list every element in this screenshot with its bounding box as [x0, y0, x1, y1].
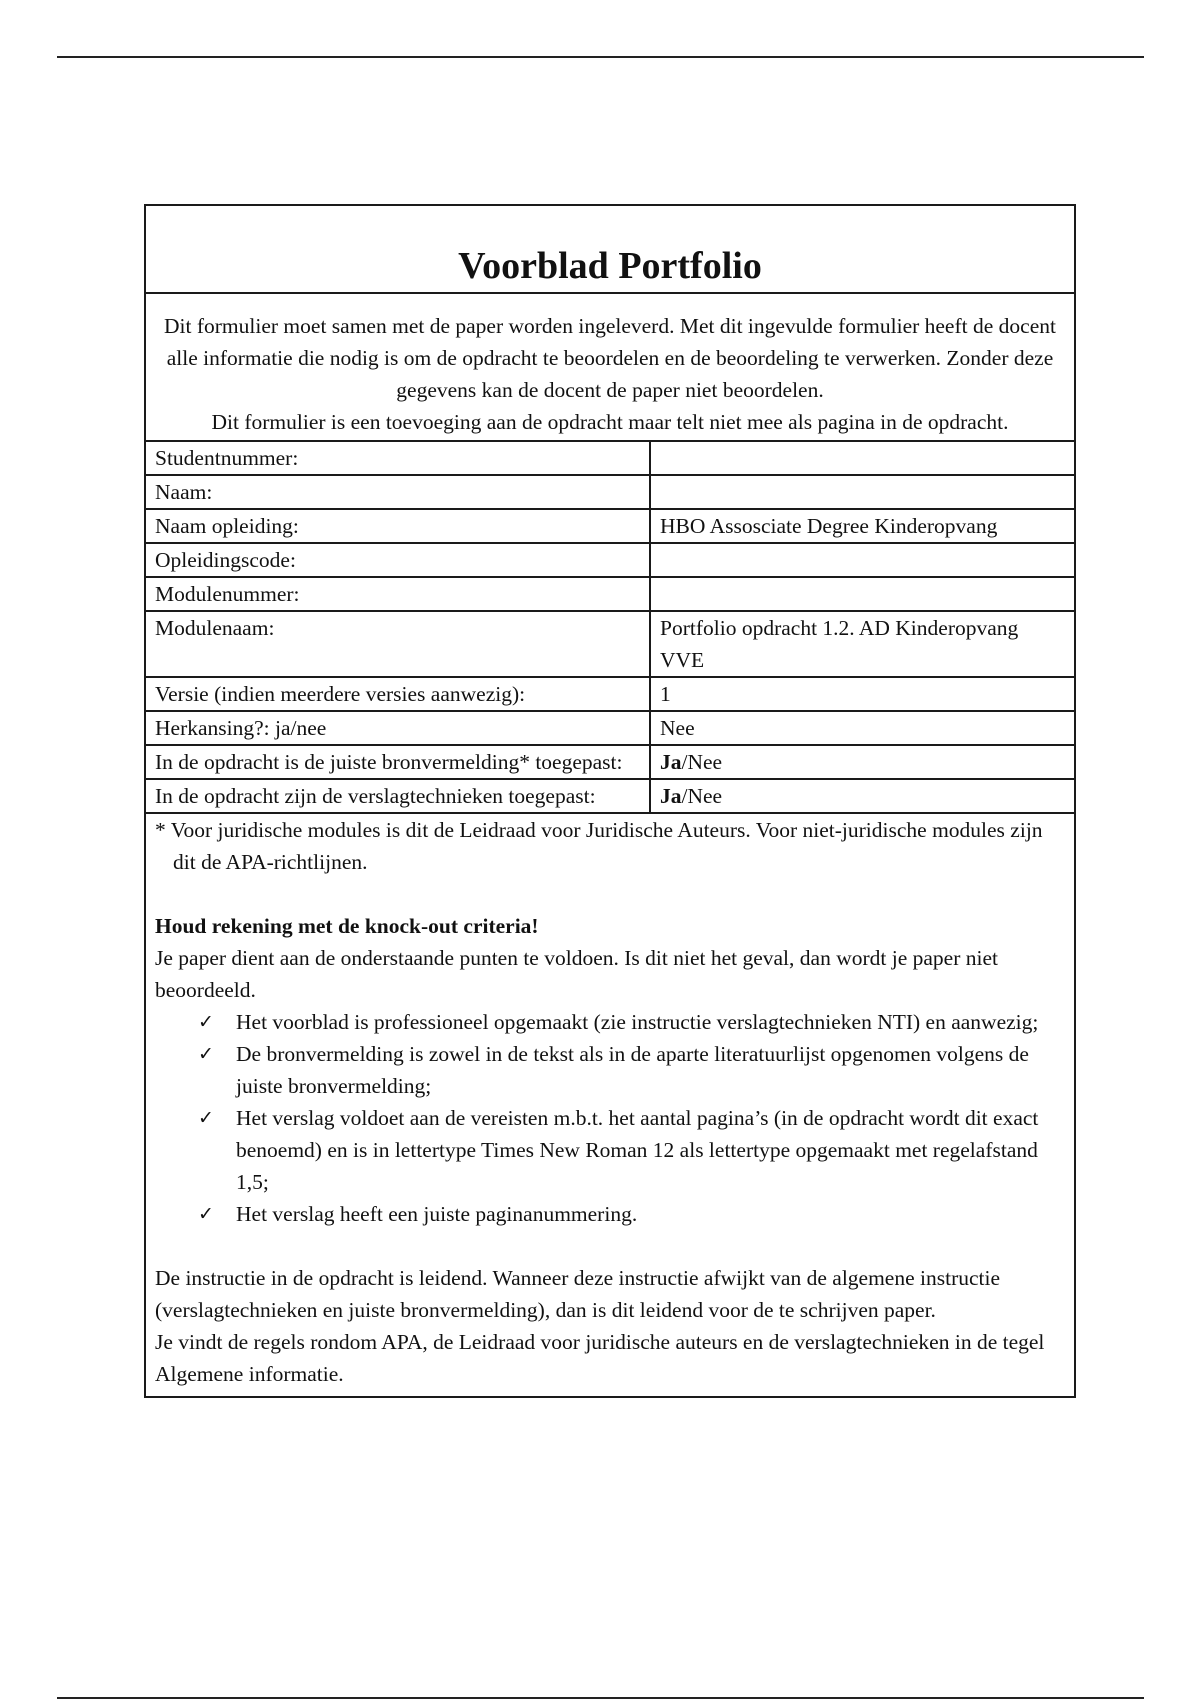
checkmark-icon: ✓ — [198, 1203, 214, 1225]
intro-paragraph: Dit formulier moet samen met de paper worden ingeleverd. Met dit ingevulde formulier heeft de docent alle informatie die nodig is om de opdracht te beoordelen en de beoordeling te verwerken. Zonder deze gegevens kan de docent de paper niet beoordelen. — [164, 314, 1056, 402]
form-row-modulenaam — [145, 611, 1075, 677]
field-label: Modulenaam: — [145, 611, 650, 677]
herkansing-field[interactable]: Nee — [650, 711, 1075, 745]
field-label: Herkansing?: ja/nee — [145, 711, 650, 745]
footer-rule — [57, 1697, 1144, 1699]
versie-field[interactable]: 1 — [650, 677, 1075, 711]
cover-form-table — [144, 204, 1076, 1398]
naam-opleiding-field[interactable]: HBO Assosciate Degree Kinderopvang — [650, 509, 1075, 543]
form-row-bronvermelding — [145, 745, 1075, 779]
field-label: In de opdracht is de juiste bronvermelding* toegepast: — [145, 745, 650, 779]
field-label: Naam: — [145, 475, 650, 509]
criterion-text: De bronvermelding is zowel in de tekst als in de aparte literatuurlijst opgenomen volgens de juiste bronvermelding; — [236, 1042, 1029, 1098]
footnote: * Voor juridische modules is dit de Leidraad voor Juridische Auteurs. Voor niet-juridische modules zijn dit de APA-richtlijnen. — [155, 818, 1043, 874]
criterion-text: Het verslag voldoet aan de vereisten m.b.t. het aantal pagina’s (in de opdracht wordt dit exact benoemd) en is in lettertype Times New Roman 12 als lettertype opgemaakt met regelafstand 1,5; — [236, 1106, 1039, 1194]
knockout-criteria-list — [155, 1006, 1065, 1230]
title-row — [145, 205, 1075, 293]
intro-row — [145, 293, 1075, 441]
bronvermelding-field[interactable] — [650, 745, 1075, 779]
notes-section — [145, 813, 1075, 1397]
modulenummer-field[interactable] — [650, 577, 1075, 611]
field-label: Modulenummer: — [145, 577, 650, 611]
form-row-opleidingscode — [145, 543, 1075, 577]
criterion-text: Het verslag heeft een juiste paginanummering. — [236, 1202, 638, 1226]
form-row-versie — [145, 677, 1075, 711]
header-rule — [57, 56, 1144, 58]
field-label: Opleidingscode: — [145, 543, 650, 577]
form-row-verslagtechnieken — [145, 779, 1075, 813]
list-item — [198, 1006, 1065, 1038]
field-label: In de opdracht zijn de verslagtechnieken toegepast: — [145, 779, 650, 813]
knockout-lead: Je paper dient aan de onderstaande punten te voldoen. Is dit niet het geval, dan wordt je paper niet beoordeeld. — [155, 946, 998, 1002]
form-row-herkansing — [145, 711, 1075, 745]
selected-option: Ja — [660, 784, 682, 808]
checkmark-icon: ✓ — [198, 1107, 214, 1129]
field-label: Versie (indien meerdere versies aanwezig): — [145, 677, 650, 711]
intro-text — [145, 293, 1075, 441]
other-option: /Nee — [681, 784, 723, 808]
field-label: Studentnummer: — [145, 441, 650, 475]
modulenaam-field[interactable]: Portfolio opdracht 1.2. AD Kinderopvang VVE — [650, 611, 1075, 677]
notes-row — [145, 813, 1075, 1397]
opleidingscode-field[interactable] — [650, 543, 1075, 577]
form-row-modulenummer — [145, 577, 1075, 611]
closing-paragraph: De instructie in de opdracht is leidend. Wanneer deze instructie afwijkt van de algemene instructie (verslagtechnieken en juiste bronvermelding), dan is dit leidend voor de te schrijven paper. — [155, 1266, 1001, 1322]
field-label: Naam opleiding: — [145, 509, 650, 543]
criterion-text: Het voorblad is professioneel opgemaakt (zie instructie verslagtechnieken NTI) en aanwezig; — [236, 1010, 1039, 1034]
list-item — [198, 1038, 1065, 1102]
form-row-naam — [145, 475, 1075, 509]
verslagtechnieken-field[interactable] — [650, 779, 1075, 813]
selected-option: Ja — [660, 750, 682, 774]
closing-paragraph: Je vindt de regels rondom APA, de Leidraad voor juridische auteurs en de verslagtechnieken in de tegel Algemene informatie. — [155, 1330, 1045, 1386]
form-row-naam-opleiding — [145, 509, 1075, 543]
list-item — [198, 1102, 1065, 1198]
checkmark-icon: ✓ — [198, 1043, 214, 1065]
naam-field[interactable] — [650, 475, 1075, 509]
intro-paragraph: Dit formulier is een toevoeging aan de opdracht maar telt niet mee als pagina in de opdracht. — [211, 410, 1009, 434]
page-title: Voorblad Portfolio — [145, 205, 1075, 293]
other-option: /Nee — [681, 750, 723, 774]
checkmark-icon: ✓ — [198, 1011, 214, 1033]
form-row-studentnummer — [145, 441, 1075, 475]
knockout-heading: Houd rekening met de knock-out criteria! — [155, 914, 539, 938]
list-item — [198, 1198, 1065, 1230]
studentnummer-field[interactable] — [650, 441, 1075, 475]
